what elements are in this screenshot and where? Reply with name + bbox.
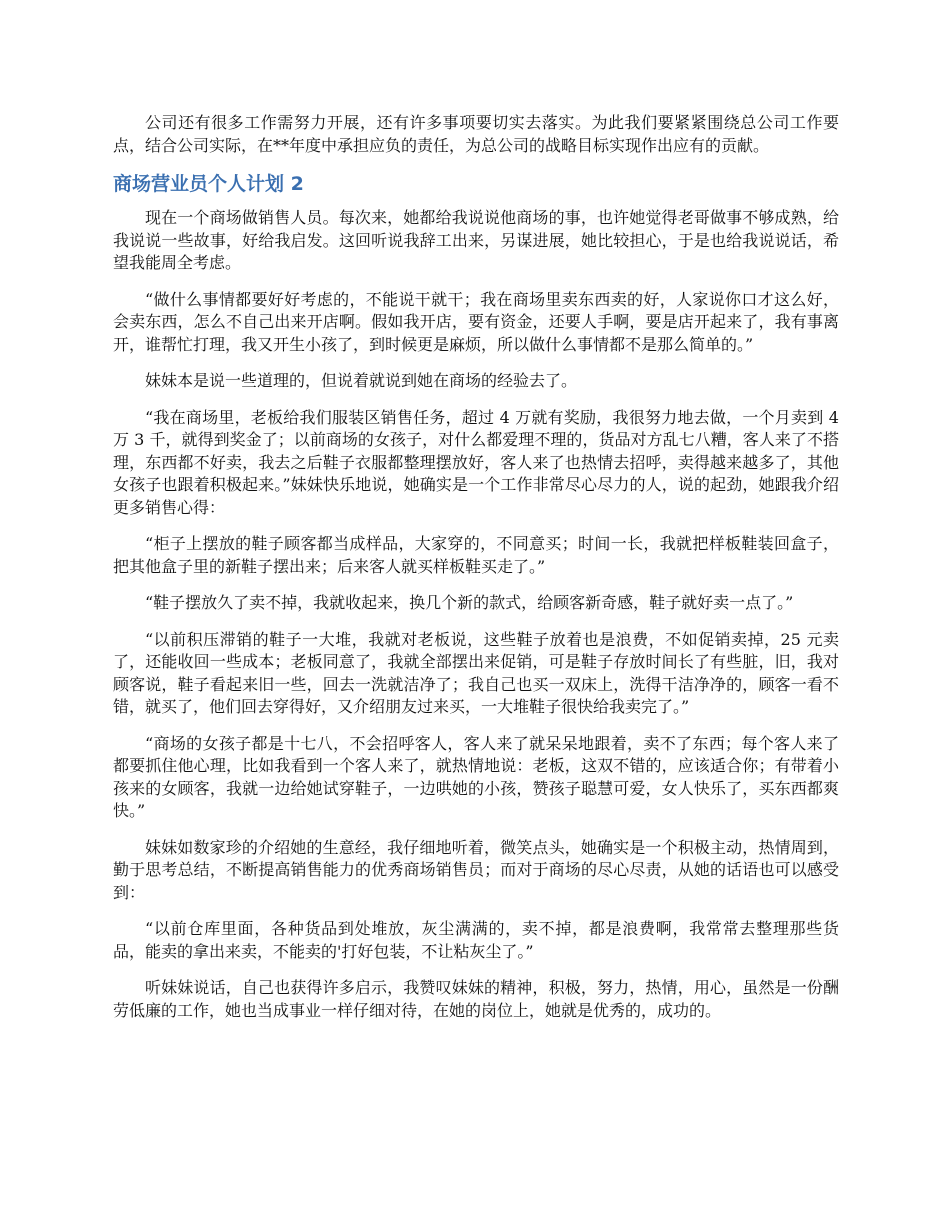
- body-paragraph: “柜子上摆放的鞋子顾客都当成样品，大家穿的，不同意买；时间一长，我就把样板鞋装回盒子，把其他盒子里的新鞋子摆出来；后来客人就买样板鞋买走了。”: [113, 534, 839, 576]
- body-paragraph: 妹妹本是说一些道理的，但说着就说到她在商场的经验去了。: [145, 371, 578, 390]
- body-paragraph: “商场的女孩子都是十七八，不会招呼客人，客人来了就呆呆地跟着，卖不了东西；每个客人来了都要抓住他心理，比如我看到一个客人来了，就热情地说：老板，这双不错的，应该适合你；有带着小孩来的女顾客，我就一边给她试穿鞋子，一边哄她的小孩，赞孩子聪慧可爱，女人快乐了，买东西都爽快。”: [113, 733, 839, 820]
- body-paragraph: 现在一个商场做销售人员。每次来，她都给我说说他商场的事，也许她觉得老哥做事不够成熟，给我说说一些故事，好给我启发。这回听说我辞工出来，另谋进展，她比较担心，于是也给我说说话，希望我能周全考虑。: [113, 208, 839, 272]
- body-paragraph: “以前仓库里面，各种货品到处堆放，灰尘满满的，卖不掉，都是浪费啊，我常常去整理那些货品，能卖的拿出来卖，不能卖的'打好包装，不让粘灰尘了。”: [113, 919, 839, 961]
- body-paragraph: 听妹妹说话，自己也获得许多启示，我赞叹妹妹的精神，积极，努力，热情，用心，虽然是一份酬劳低廉的工作，她也当成事业一样仔细对待，在她的岗位上，她就是优秀的，成功的。: [113, 978, 839, 1020]
- document-page: [113, 112, 839, 1036]
- intro-paragraph: 公司还有很多工作需努力开展，还有许多事项要切实去落实。为此我们要紧紧围绕总公司工作要点，结合公司实际，在**年度中承担应负的责任，为总公司的战略目标实现作出应有的贡献。: [113, 113, 839, 155]
- body-paragraph: “鞋子摆放久了卖不掉，我就收起来，换几个新的款式，给顾客新奇感，鞋子就好卖一点了。”: [145, 593, 794, 612]
- section-heading: 商场营业员个人计划 2: [113, 173, 304, 195]
- body-paragraph: “以前积压滞销的鞋子一大堆，我就对老板说，这些鞋子放着也是浪费，不如促销卖掉，25 元卖了，还能收回一些成本；老板同意了，我就全部摆出来促销，可是鞋子存放时间长了有些脏，旧，我对顾客说，鞋子看起来旧一些，回去一洗就洁净了；我自己也买一双床上，洗得干洁净净的，顾客一看不错，就买了，他们回去穿得好，又介绍朋友过来买，一大堆鞋子很快给我卖完了。”: [113, 629, 839, 716]
- body-paragraph: 妹妹如数家珍的介绍她的生意经，我仔细地听着，微笑点头，她确实是一个积极主动，热情周到，勤于思考总结，不断提高销售能力的优秀商场销售员；而对于商场的尽心尽责，从她的话语也可以感受到：: [113, 837, 839, 902]
- body-paragraph: “我在商场里，老板给我们服装区销售任务，超过 4 万就有奖励，我很努力地去做，一个月卖到 4 万 3 千，就得到奖金了；以前商场的女孩子，对什么都爱理不理的，货品对方乱七八糟，客人来了不搭理，东西都不好卖，我去之后鞋子衣服都整理摆放好，客人来了也热情去招呼，卖得越来越多了，其他女孩子也跟着积极起来。”妹妹快乐地说，她确实是一个工作非常尽心尽力的人，说的起劲，她跟我介绍更多销售心得：: [113, 407, 839, 517]
- body-paragraph: “做什么事情都要好好考虑的，不能说干就干；我在商场里卖东西卖的好，人家说你口才这么好，会卖东西，怎么不自己出来开店啊。假如我开店，要有资金，还要人手啊，要是店开起来了，我有事离开，谁帮忙打理，我又开生小孩了，到时候更是麻烦，所以做什么事情都不是那么简单的。”: [113, 289, 839, 354]
